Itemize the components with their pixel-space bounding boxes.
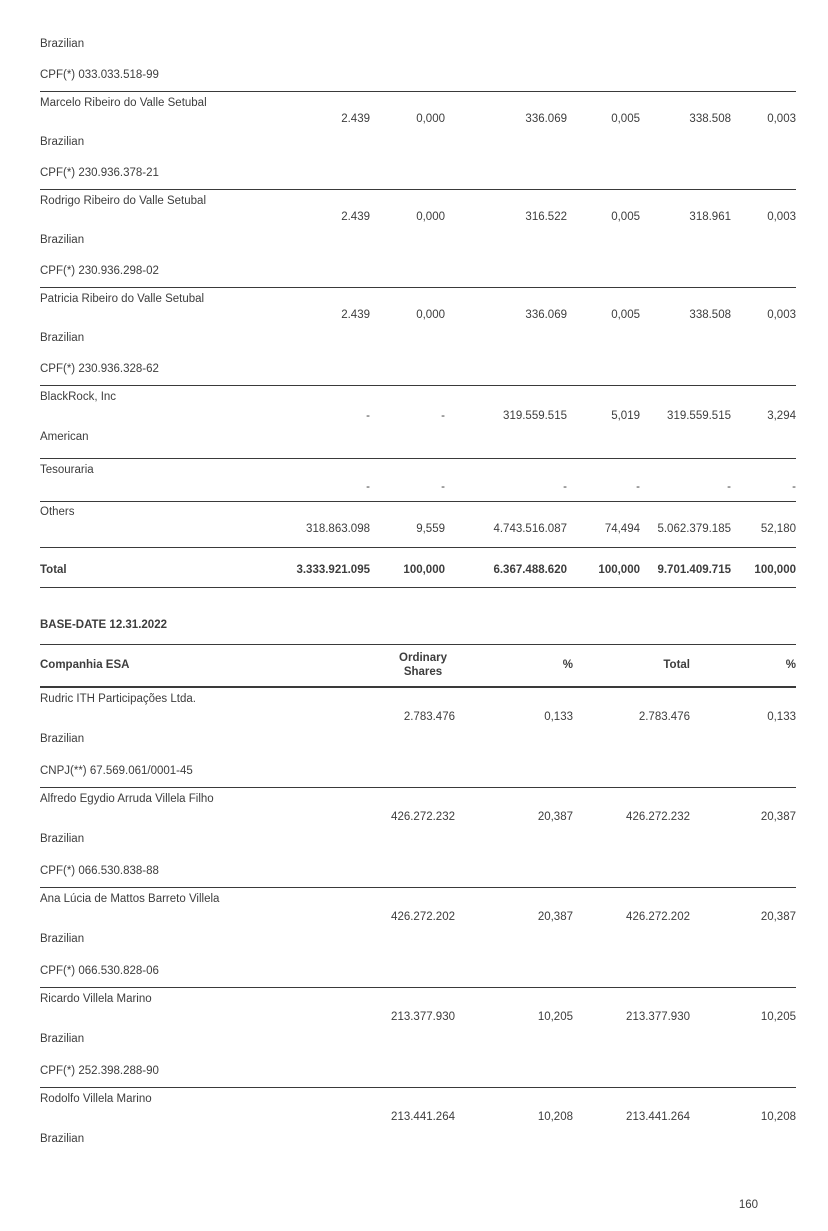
numeric-cell: 213.377.930 xyxy=(626,1011,690,1023)
shareholder-name: Ana Lúcia de Mattos Barreto Villela xyxy=(40,893,220,905)
numeric-cell: 0,133 xyxy=(767,711,796,723)
spacer-cell xyxy=(40,522,210,536)
table2-header-row xyxy=(40,644,796,687)
numeric-cell: 213.441.264 xyxy=(391,1111,455,1123)
spacer-cell xyxy=(40,1010,350,1024)
nationality-label: Brazilian xyxy=(40,136,85,148)
numeric-cell: 336.069 xyxy=(525,113,567,125)
numeric-cell: 9.701.409.715 xyxy=(657,564,731,576)
spacer-cell xyxy=(40,480,210,494)
table1-partial-entry xyxy=(40,37,796,91)
spacer-cell xyxy=(40,210,210,224)
shareholder-values-row xyxy=(40,112,796,126)
column-header-percent: % xyxy=(785,659,796,671)
numeric-cell: - xyxy=(792,481,796,493)
numeric-cell: 0,133 xyxy=(544,711,573,723)
tax-id-label: CPF(*) 230.936.378-21 xyxy=(40,167,159,179)
nationality-label: Brazilian xyxy=(40,38,85,50)
numeric-cell: 3,294 xyxy=(767,410,796,422)
shareholder-values-row xyxy=(40,1010,796,1024)
shareholder-values-row xyxy=(40,1110,796,1124)
numeric-cell: 52,180 xyxy=(760,523,796,535)
spacer-cell xyxy=(40,308,210,322)
numeric-cell: 426.272.202 xyxy=(391,911,455,923)
shareholder-values-row xyxy=(40,409,796,423)
numeric-cell: 213.441.264 xyxy=(626,1111,690,1123)
nationality-label: Brazilian xyxy=(40,234,85,246)
shareholder-values-row xyxy=(40,810,796,824)
numeric-cell: 74,494 xyxy=(604,523,640,535)
numeric-cell: 20,387 xyxy=(760,811,796,823)
spacer-cell xyxy=(40,810,350,824)
numeric-cell: 9,559 xyxy=(416,523,445,535)
table-row-alfredo-villela xyxy=(40,787,796,887)
table2-header-grid xyxy=(40,651,796,679)
numeric-cell: 6.367.488.620 xyxy=(493,564,567,576)
numeric-cell: 5,019 xyxy=(611,410,640,422)
column-header-ordinary-shares xyxy=(350,651,455,679)
numeric-cell: 316.522 xyxy=(525,211,567,223)
table-row-rodrigo-setubal xyxy=(40,189,796,287)
numeric-cell: 319.559.515 xyxy=(503,410,567,422)
tax-id-label: CPF(*) 033.033.518-99 xyxy=(40,69,159,81)
shareholder-values-row xyxy=(40,480,796,501)
shareholder-name: BlackRock, Inc xyxy=(40,391,117,403)
column-header-company: Companhia ESA xyxy=(40,659,130,671)
spacer-cell xyxy=(40,1110,350,1124)
numeric-cell: 426.272.202 xyxy=(626,911,690,923)
nationality-label: American xyxy=(40,431,89,443)
table-row-tesouraria xyxy=(40,458,796,501)
spacer-cell xyxy=(40,409,210,423)
numeric-cell: 10,208 xyxy=(537,1111,573,1123)
numeric-cell: 318.863.098 xyxy=(306,523,370,535)
tax-id-label: CNPJ(**) 67.569.061/0001-45 xyxy=(40,765,193,777)
numeric-cell: 10,205 xyxy=(537,1011,573,1023)
shareholder-name: Marcelo Ribeiro do Valle Setubal xyxy=(40,97,207,109)
numeric-cell: - xyxy=(366,481,370,493)
numeric-cell: 20,387 xyxy=(760,911,796,923)
base-date-title: BASE-DATE 12.31.2022 xyxy=(40,619,167,631)
shareholder-name: Patricia Ribeiro do Valle Setubal xyxy=(40,293,205,305)
numeric-cell: - xyxy=(563,481,567,493)
numeric-cell: 0,005 xyxy=(611,211,640,223)
tax-id-label: CPF(*) 230.936.328-62 xyxy=(40,363,159,375)
numeric-cell: 2.439 xyxy=(341,211,370,223)
page-content xyxy=(40,0,796,1146)
numeric-cell: - xyxy=(636,481,640,493)
tax-id-label: CPF(*) 066.530.838-88 xyxy=(40,865,159,877)
numeric-cell: 20,387 xyxy=(537,911,573,923)
table-row-ricardo-marino xyxy=(40,987,796,1087)
numeric-cell: 338.508 xyxy=(689,113,731,125)
spacer-cell xyxy=(40,910,350,924)
numeric-cell: 2.439 xyxy=(341,309,370,321)
numeric-cell: 426.272.232 xyxy=(626,811,690,823)
nationality-label: Brazilian xyxy=(40,833,85,845)
numeric-cell: - xyxy=(441,410,445,422)
numeric-cell: - xyxy=(366,410,370,422)
table-row-ana-villela xyxy=(40,887,796,987)
total-values-row xyxy=(40,563,796,577)
table-row-blackrock xyxy=(40,385,796,458)
nationality-label: Brazilian xyxy=(40,1033,85,1045)
numeric-cell: 2.783.476 xyxy=(403,711,455,723)
table-row-others xyxy=(40,501,796,547)
shareholder-values-row xyxy=(40,308,796,322)
numeric-cell: 0,000 xyxy=(416,113,445,125)
numeric-cell: 213.377.930 xyxy=(391,1011,455,1023)
numeric-cell: 100,000 xyxy=(754,564,796,576)
numeric-cell: 100,000 xyxy=(403,564,445,576)
numeric-cell: 5.062.379.185 xyxy=(657,523,731,535)
numeric-cell: 4.743.516.087 xyxy=(493,523,567,535)
tax-id-label: CPF(*) 230.936.298-02 xyxy=(40,265,159,277)
spacer-cell xyxy=(40,710,350,724)
shareholder-values-row xyxy=(40,710,796,724)
shareholder-values-row xyxy=(40,210,796,224)
nationality-label: Brazilian xyxy=(40,933,85,945)
nationality-label: Brazilian xyxy=(40,733,85,745)
column-header-ordinary-shares-text: Ordinary Shares xyxy=(399,652,447,678)
numeric-cell: 336.069 xyxy=(525,309,567,321)
total-label: Total xyxy=(40,564,67,576)
numeric-cell: 0,005 xyxy=(611,113,640,125)
shareholder-name: Tesouraria xyxy=(40,464,94,476)
tax-id-label: CPF(*) 252.398.288-90 xyxy=(40,1065,159,1077)
shareholder-name: Rodrigo Ribeiro do Valle Setubal xyxy=(40,195,206,207)
shareholder-name: Rudric ITH Participações Ltda. xyxy=(40,693,196,705)
nationality-label: Brazilian xyxy=(40,332,85,344)
numeric-cell: 10,208 xyxy=(760,1111,796,1123)
table-row-marcelo-setubal xyxy=(40,91,796,189)
numeric-cell: 3.333.921.095 xyxy=(296,564,370,576)
shareholder-name: Ricardo Villela Marino xyxy=(40,993,152,1005)
numeric-cell: 100,000 xyxy=(598,564,640,576)
shareholder-values-row xyxy=(40,910,796,924)
table-row-rodolfo-marino xyxy=(40,1087,796,1146)
numeric-cell: 2.783.476 xyxy=(638,711,690,723)
numeric-cell: - xyxy=(441,481,445,493)
spacer-cell xyxy=(40,112,210,126)
page-number: 160 xyxy=(738,1199,758,1211)
column-header-total: Total xyxy=(663,659,690,671)
numeric-cell: 426.272.232 xyxy=(391,811,455,823)
table-row-rudric xyxy=(40,687,796,787)
shareholder-values-row xyxy=(40,522,796,547)
numeric-cell: 0,003 xyxy=(767,309,796,321)
shareholder-name: Alfredo Egydio Arruda Villela Filho xyxy=(40,793,214,805)
numeric-cell: 319.559.515 xyxy=(667,410,731,422)
column-header-percent: % xyxy=(562,659,573,671)
tax-id-label: CPF(*) 066.530.828-06 xyxy=(40,965,159,977)
numeric-cell: 0,003 xyxy=(767,113,796,125)
numeric-cell: 0,003 xyxy=(767,211,796,223)
numeric-cell: 2.439 xyxy=(341,113,370,125)
numeric-cell: 20,387 xyxy=(537,811,573,823)
shareholder-name: Others xyxy=(40,506,75,518)
numeric-cell: 338.508 xyxy=(689,309,731,321)
numeric-cell: 0,000 xyxy=(416,309,445,321)
numeric-cell: 0,005 xyxy=(611,309,640,321)
table-row-patricia-setubal xyxy=(40,287,796,385)
shareholder-name: Rodolfo Villela Marino xyxy=(40,1093,152,1105)
numeric-cell: 0,000 xyxy=(416,211,445,223)
numeric-cell: 318.961 xyxy=(689,211,731,223)
numeric-cell: - xyxy=(727,481,731,493)
nationality-label: Brazilian xyxy=(40,1133,85,1145)
table1-total-row xyxy=(40,547,796,588)
numeric-cell: 10,205 xyxy=(760,1011,796,1023)
